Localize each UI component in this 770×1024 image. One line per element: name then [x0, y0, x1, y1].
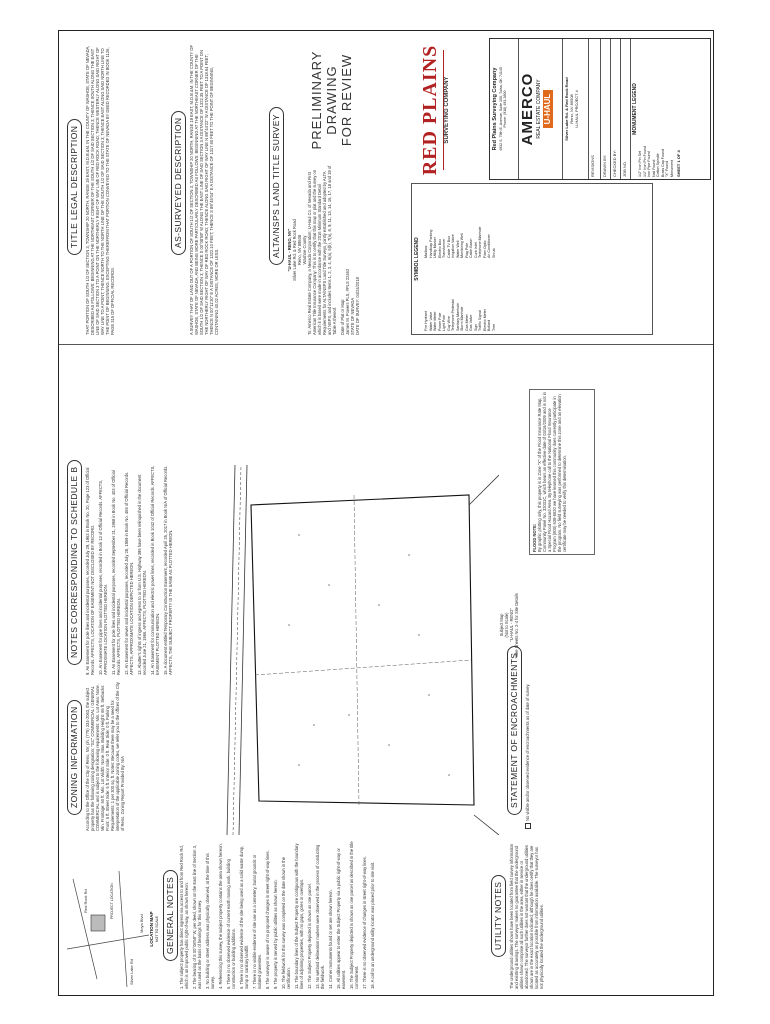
general-note: 11. The boundary lines of the Subject Property are contiguous with the boundary lines of adjoining properties, with no gaps, gores or overlaps.: [294, 843, 304, 989]
logo-tagline: SURVEYING COMPANY: [443, 50, 452, 170]
title-block: [489, 38, 711, 180]
logo-name: RED PLAINS: [419, 44, 441, 176]
project-city: Reno, NV 89508: [297, 234, 302, 266]
flood-note-title: FLOOD NOTE:: [532, 523, 537, 552]
surveyor-state: STATE OF NEVADA: [350, 297, 355, 335]
general-note: 15. All utilities appear to enter the Subject Property via a public right-of-way or easement.: [336, 848, 346, 989]
highway-line: [239, 465, 247, 835]
title-legal-body: THAT PORTION OF SOUTH 1/2 OF SECTION 3, TOWNSHIP 20 NORTH, RANGE 19 EAST, M.D.B.&M. IN THE COUNTY OF WASHOE, STATE OF NEVADA, DESCRIBED AS FOLLOWS: BEGINNING AT THE NORTHEAST CORNER OF THE SOUTH 1/2 OF SAID SECTION 3; THENCE SOUTH ALONG THE EAST LINE OF SAID SECTION 3 TO A POINT ON THE NORTHERLY RIGHT OF WAY LINE OF RED ROCK ROAD; THENCE WESTERLY ALONG SAID RIGHT OF WAY LINE TO A POINT; THENCE NORTH TO THE NORTH LINE OF THE SOUTH 1/2 OF SAID SECTION 3; THENCE EAST ALONG SAID NORTH LINE TO THE POINT OF BEGINNING. EXCEPTING THEREFROM THAT PORTION CONVEYED TO THE STATE OF NEVADA BY DEED RECORDED IN BOOK 1126, PAGE 315 OF OFFICIAL RECORDS.: [85, 45, 115, 335]
road-label: Moya Blvd: [139, 914, 144, 933]
certification-text: To: Amerco Real Estate Company, a Nevada Corporation; U-Haul Co. of Nevada and First American Title Insurance Company: This is to certify that this map or plat and the survey on which it is based were made in accordance with the 2016 Minimum Standard Detail Requirements for ALTA/NSPS Land Title Surveys, jointly established and adopted by ALTA and NSPS, and includes Items 1, 2, 3, 4, 6(a), 6(b), 7(a), 8, 9, 11, 13, 14, 16, 17, 18 and 19 of Table A thereof.: [307, 165, 337, 335]
utility-notes-title: UTILITY NOTES: [491, 875, 506, 957]
schedule-b-item: 9. An Easement for pole lines and incidental purposes, recorded July 29, 1963 in Book No. 20, Page 123 of Official Records. AFFECTS, LOCATION OF EASEMENT NOT DISCLOSED BY RECORD.: [85, 467, 95, 675]
revisions-header: REVISIONS: [588, 39, 601, 179]
firm-info: [490, 39, 510, 179]
monument-entry: Iron Pipe Found: [647, 151, 652, 177]
legend-entry: Water Valve: [428, 311, 433, 331]
checked-by: CHECKED BY:: [610, 39, 621, 179]
company-logo: [419, 40, 479, 180]
legend-entry: Utility Marker: [433, 237, 437, 258]
legend-entry: Transformer: [442, 238, 446, 258]
easement-line: [255, 660, 471, 675]
encroachments-text: No visible and/or observed evidence of encroachments as of date of survey.: [525, 683, 531, 821]
general-notes-body: [179, 841, 479, 989]
legend-entry: Light Pole: [442, 315, 446, 331]
legend-entry: Telephone Pedestal: [451, 299, 455, 331]
location-map-drawing: [67, 869, 149, 989]
general-note: 13. No wetland delineation markers were observed in the process of conducting the fieldwork.: [315, 844, 325, 989]
schedule-b-item: 14. An Easement for communication and electric power lines, recorded in Book 1042 of Official Records. AFFECTS, EASEMENT PLOTTED HEREON.: [150, 465, 160, 675]
schedule-b-item: 13. Abutter's rights of ingress and egress to or from U.S. Highway 395 have been relinquished in the document recorded June 21, 1966. AFFECTS, PLOTTED HEREON.: [137, 474, 147, 675]
legend-entry: Flag Pole: [464, 242, 469, 258]
road-line: [474, 815, 499, 835]
firm-name: Red Plains Surveying Company: [492, 67, 498, 151]
preliminary-line: DRAWING: [324, 65, 339, 135]
legend-entry: Fiber Optic: [482, 240, 487, 258]
project-name: "U-HAUL - RENO, NV": [287, 228, 292, 272]
parcel-plat: [219, 465, 499, 835]
client-brand: U-HAUL: [543, 90, 553, 129]
parcel-boundary: [251, 495, 474, 805]
legend-entry: Gas Valve: [469, 314, 473, 331]
legend-entry: Air Conditioner: [487, 234, 491, 258]
sheet-number: SHEET 1 OF 4: [676, 150, 682, 177]
road-line: [469, 475, 499, 505]
site-label: PROJECT LOCATION: [110, 883, 114, 919]
location-map-scale: NOT TO SCALE: [155, 915, 159, 943]
legend-entry: Traffic Signal: [478, 310, 482, 331]
checkbox-icon: [525, 823, 531, 829]
general-note: 8. The surveyor is aware of no proposed changes in street right-of-way lines.: [265, 850, 270, 989]
flood-note: [529, 389, 595, 555]
legend-entry: Storm Manhole: [460, 306, 464, 331]
general-note: 2. The bearing of S 00°08'59" W, per deed, shown on the East line of Section 3, was used as the basis of bearings for this survey.: [192, 845, 202, 989]
drawing-label: See Sheets No. 2-4 for Site Details: [514, 593, 519, 657]
monument-entry: Monument: [669, 160, 674, 177]
monument-legend: [630, 39, 713, 179]
title-legal-title: TITLE LEGAL DESCRIPTION: [67, 119, 82, 255]
symbol-legend-title: SYMBOL LEGEND: [414, 237, 420, 281]
general-note: 7. There is no visible evidence of site use as a cemetery, burial grounds or isolated gravesites.: [252, 854, 262, 989]
monument-legend-title: MONUMENT LEGEND: [632, 83, 638, 135]
schedule-b-item: 11. An Easement for pole lines and incidental purposes, recorded September 21, 1968 in Book No. 403 of Official Records. AFFECTS, PLOTTED HEREON.: [111, 470, 121, 675]
site-info: [562, 39, 585, 179]
symbol-legend: [411, 183, 653, 335]
general-note: 3. No building or street address was physically observed, at the time of this survey.: [205, 853, 215, 989]
client-site: Silver Lake Rd. & Red Rock Road: [564, 77, 569, 141]
symbol-legend-left: [424, 261, 496, 331]
symbol-legend-right: [424, 188, 496, 258]
survey-sheet: [58, 30, 714, 996]
project-site-marker: [91, 915, 105, 931]
encroachments-title: STATEMENT OF ENCROACHMENTS: [507, 646, 522, 815]
plat-date: Date of Plat or Map:: [340, 298, 345, 335]
legend-entry: Shrub: [491, 248, 496, 258]
certification-title: ALTA/NSPS LAND TITLE SURVEY: [269, 107, 284, 265]
general-note: 6. There is no observed evidence of the site being used as a solid waste dump, sump or sanitary landfill.: [239, 845, 249, 989]
general-note: 12. The Subject Property depicted is shown as one parcel.: [307, 883, 312, 989]
general-note: 17. There is no observed evidence of changes in street right-of-way lines.: [362, 856, 367, 989]
drawn-by: DRAWN BY:: [600, 39, 611, 179]
schedule-b-item: 10. An Easement for pipe lines and incidental purposes, recorded in Book 13 of Official Records. AFFECTS, APPROXIMATE LOCATION PLOTTED HEREON.: [98, 479, 108, 675]
general-note: 5. There is no observed evidence of current earth moving work, building construction or building additions.: [226, 859, 236, 989]
flood-note-text: By graphic plotting only, this property is in Zone "X" of the Flood Insurance Rate Map, Community Panel No. 32031C, which bears an effective date of 03/16/2009 and is not in a Special Flood Hazard Area. By telephone call to the National Flood Insurance Program (800) 638-6620 we have learned this community does currently participate in the program. No field surveying was performed to determine this zone and an elevation certificate may be needed to verify this determination.: [537, 392, 567, 552]
monument-entry: Cotton Spindle: [656, 153, 661, 177]
encroachments-body: [525, 679, 545, 829]
drawing-label: "U-HAUL - RENO": [509, 608, 514, 642]
survey-drawing: [219, 465, 499, 835]
schedule-b-item: 15. A document entitled Temporary Construction Easement, recorded April 25, 2017 in Book N/A of Official Records. AFFECTS, THE SUBJECT PROPERTY IS THE SAME AS PLOTTED HEREON.: [163, 465, 173, 675]
legend-entry: Curb Inlet: [473, 242, 478, 258]
client-sub: REAL ESTATE COMPANY: [536, 79, 542, 139]
legend-entry: Water Well: [455, 240, 460, 258]
legend-entry: Monitoring Well: [460, 233, 464, 258]
road-label: Red Rock Rd: [83, 889, 88, 913]
road-line: [119, 871, 127, 987]
preliminary-line: PRELIMINARY: [309, 50, 324, 150]
legend-entry: Fire Hydrant: [424, 311, 428, 331]
monument-entry: 1/2" Iron Pin Found: [642, 146, 647, 177]
legend-entry: Handicap Parking: [428, 229, 433, 258]
column-divider: [59, 344, 713, 345]
schedule-b-title: NOTES CORRESPONDING TO SCHEDULE B: [67, 460, 82, 665]
highway-line: [227, 465, 235, 835]
certification-body: [287, 165, 407, 335]
road-label: Silver Lake Rd: [129, 958, 134, 985]
general-note: 4. Referencing this survey, the subject property contains the area shown hereon.: [218, 843, 223, 989]
general-note: 18. A call to an underground utility locator was placed prior to site visit.: [370, 861, 375, 989]
vegetation-marks: [288, 534, 450, 776]
schedule-b-item: 12. An Easement for sewer and incidental purposes, recorded July 28, 1959 in Book No. 465 of Official Records. AFFECTS, APPROXIMATE LOCATION DEPICTED HEREON.: [124, 471, 134, 675]
monument-entry: 1/2" Iron Pin Set: [638, 150, 643, 177]
zoning-title: ZONING INFORMATION: [67, 700, 82, 815]
legend-entry: Power Pole: [437, 312, 442, 331]
client-project: U-HAUL PROJECT #: [574, 90, 579, 128]
as-surveyed-body: A SURVEY THAT OF LAND OUT OF A PORTION OF SOUTH 1/2 OF SECTION 3, TOWNSHIP 20 NORTH, RANGE 19 EAST, M.D.B.&M. IN THE COUNTY OF WASHOE, STATE OF NEVADA, AND BEING MORE PARTICULARLY DESCRIBED AS FOLLOWS: BEGINNING AT THE NORTHEAST CORNER OF THE SOUTH 1/2 OF SAID SECTION 3; THENCE S 00°08'59" W ALONG THE EAST LINE OF SAID SECTION 3 A DISTANCE OF 1322.35 FEET TO A POINT ON THE NORTHERLY RIGHT OF WAY OF RED ROCK ROAD; THENCE ALONG SAID RIGHT OF WAY LINE N 89°44'22" W A DISTANCE OF 1318.64 FEET; THENCE N 00°11'30" E A DISTANCE OF 1322.10 FEET; THENCE S 89°45'04" E A DISTANCE OF 1317.60 FEET TO THE POINT OF BEGINNING, CONTAINING 40.02 ACRES, MORE OR LESS.: [189, 45, 219, 335]
legend-entry: Electric Meter: [482, 309, 487, 331]
client-info: [518, 39, 561, 179]
general-note: 14. Corner monuments found or set are shown hereon.: [328, 889, 333, 989]
location-map-title: LOCATION MAP: [149, 911, 154, 947]
zoning-body: According to the Office of the City of Reno, NV, ph. (775) 334-2063, the subject property has the following zoning designation: "GC" COMMERCIAL / GENERAL COMMERCIAL and is subject to the following requirements: Min. Lot Area: None. Min. Frontage: 50 ft. Min. Lot Width: None. Max. Building Height: 65 ft. Setbacks: Front: 5 ft. Street Side: 5 ft. Interior Side: 0 ft. Rear Side: 0 ft. Parking Requirements: 1 per 300 sq. ft. Notes: Because there may be a need for interpretation of the applicable zoning codes, we refer you to the offices of the City of Reno. Zoning Report Provided By: N/A: [85, 682, 125, 831]
general-note: 16. The Subject Property depicted is shown as one parcel as described in the title commitment.: [349, 841, 359, 989]
legend-entry: Tree: [491, 323, 496, 331]
drawing-label: Subject Map: [499, 613, 504, 637]
preliminary-line: FOR REVIEW: [339, 53, 354, 147]
general-note: 1. The subject property has direct ingress via access to and from Red Rock Rd, which is an improved public right-of-way, as shown hereon.: [179, 845, 189, 989]
legend-entry: Bollard: [487, 319, 491, 331]
legend-entry: Electric Box: [437, 239, 442, 258]
legend-entry: Water Meter: [433, 311, 437, 331]
surveyor-name: James M. Powers PLS, #PLS 22462: [345, 268, 350, 335]
legend-entry: Sanitary Manhole: [455, 303, 460, 331]
firm-address: 4932 S. 79th E. Avenue, Suite 100, Tulsa, OK 74145: [498, 67, 503, 151]
road-line: [67, 935, 149, 949]
location-map: [67, 869, 159, 989]
easement-line: [354, 495, 359, 805]
legend-entry: Gas Meter: [464, 314, 469, 331]
project-address: Silver Lake Rd. & Red Rock Road: [292, 219, 297, 281]
general-note: 10. The fieldwork for this survey was completed on the date shown in the certification.: [281, 857, 291, 989]
legend-entry: Telephone Manhole: [478, 226, 482, 258]
project-county: Washoe County: [302, 235, 307, 265]
survey-date: DATE OF SURVEY: 04/24/2018: [355, 277, 360, 335]
client-name: AMERCO: [519, 72, 536, 146]
monument-entry: Nail Found: [651, 159, 656, 177]
drawing-caption: [499, 585, 529, 665]
schedule-b-body: [85, 465, 215, 675]
job-number: JOB NO.: [620, 39, 631, 179]
legend-entry: Irrigation Valve: [451, 234, 455, 258]
client-city: Reno, NV 89508: [569, 94, 574, 124]
legend-entry: Cable TV Box: [446, 235, 451, 258]
utility-notes-body: The underground utilities shown have been located from field survey information and existing drawings. The surveyor makes no guarantee that the underground utilities shown comprise all such utilities in the area, either in service or abandoned. The surveyor further does not warrant that the underground utilities shown are in the exact location indicated, although he does certify that they are located as accurately as possible from information available. The surveyor has not physically located the underground utilities.: [509, 843, 544, 989]
legend-entry: Sign: [473, 323, 478, 331]
general-note: 9. The property is served by public utilities as shown hereon.: [273, 879, 278, 989]
monument-entry: Brass Cap Found: [660, 149, 665, 177]
as-surveyed-title: AS-SURVEYED DESCRIPTION: [171, 111, 186, 255]
legend-entry: Mailbox: [424, 245, 428, 258]
drawing-label: (Not to Scale): [504, 612, 509, 638]
preliminary-stamp: [309, 45, 354, 155]
legend-entry: Guy Wire: [446, 316, 451, 331]
legend-entry: Catch Basin: [469, 238, 473, 258]
firm-phone: Phone: (918) 493-3800: [503, 90, 508, 128]
general-notes-title: GENERAL NOTES: [163, 870, 178, 961]
monument-entry: "X" Found: [665, 160, 670, 177]
